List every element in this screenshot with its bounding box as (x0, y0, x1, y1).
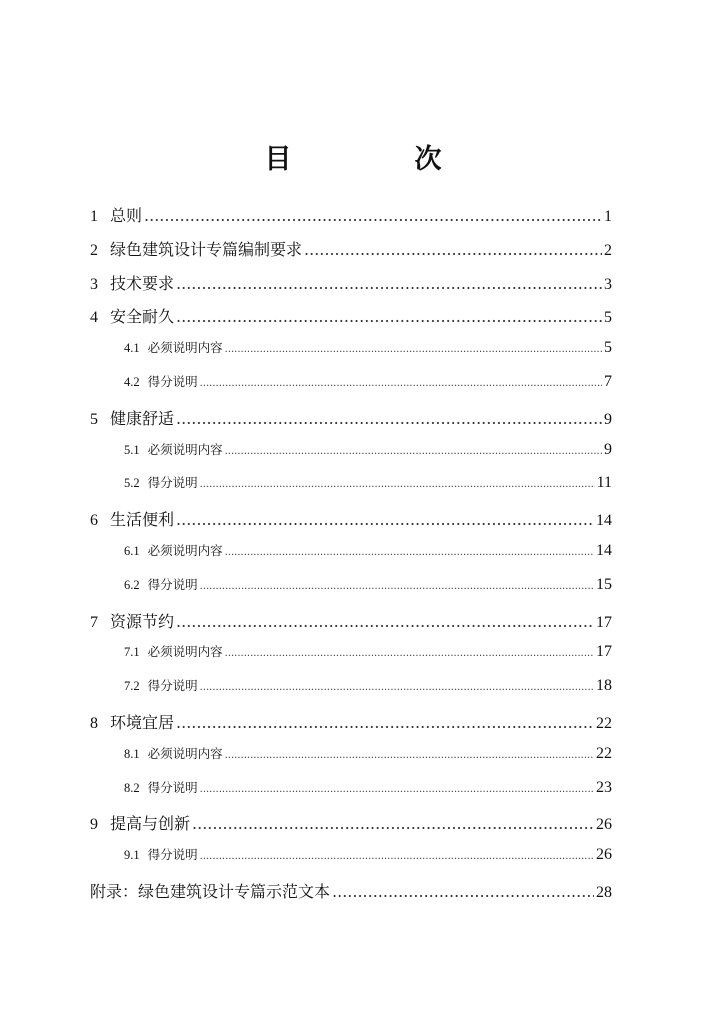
toc-entry-number: 7.1 (124, 645, 140, 660)
toc-entry-title: 必须说明内容 (147, 644, 223, 660)
toc-dot-leader (176, 612, 594, 631)
toc-entry-number: 1 (90, 208, 98, 225)
toc-entry[interactable] (90, 541, 612, 575)
toc-entry-number: 7.2 (124, 679, 140, 694)
toc-entry-number: 6.2 (124, 577, 140, 592)
toc-page-number: 17 (596, 643, 612, 661)
toc-entry-title: 绿色建筑设计专篇编制要求 (110, 239, 303, 259)
toc-entry-title: 附录：绿色建筑设计专篇示范文本 (90, 881, 331, 901)
toc-entry-number: 4.2 (124, 374, 140, 389)
toc-entry-title: 得分说明 (147, 678, 198, 694)
toc-page-number: 7 (604, 372, 612, 390)
toc-dot-leader (225, 746, 594, 761)
toc-entry-number: 8.2 (124, 780, 140, 795)
toc-entry-title: 生活便利 (110, 510, 175, 530)
toc-entry-title: 得分说明 (147, 576, 198, 592)
toc-entry-title: 技术要求 (110, 273, 175, 293)
toc-entry-number: 2 (90, 241, 98, 259)
toc-entry-number: 5.1 (124, 442, 140, 457)
toc-entry-title: 健康舒适 (110, 408, 175, 428)
toc-entry-number: 5.2 (124, 476, 140, 491)
toc-entry-number: 6.1 (124, 543, 140, 558)
toc-dot-leader (176, 274, 602, 293)
toc-dot-leader (176, 713, 594, 732)
toc-entry[interactable] (90, 575, 612, 609)
toc-dot-leader (200, 577, 594, 592)
toc-dot-leader (304, 240, 602, 259)
toc-dot-leader (225, 644, 594, 659)
toc-dot-leader (225, 543, 594, 558)
toc-entry[interactable] (90, 811, 612, 845)
toc-page-number: 1 (604, 208, 612, 225)
toc-entry-number: 4.1 (124, 341, 140, 356)
toc-dot-leader (200, 847, 594, 862)
toc-entry-title: 得分说明 (147, 847, 198, 863)
toc-entry[interactable] (90, 473, 612, 507)
toc-entry-title: 必须说明内容 (147, 542, 223, 558)
toc-entry-number: 3 (90, 275, 98, 293)
toc-entry[interactable] (90, 406, 612, 440)
toc-dot-leader (200, 374, 602, 389)
toc-entry-title: 安全耐久 (110, 307, 175, 327)
toc-page-number: 14 (596, 541, 612, 559)
toc-entry-number: 8.1 (124, 746, 140, 761)
toc-entry[interactable] (90, 845, 612, 879)
toc-dot-leader (200, 780, 594, 795)
toc-entry[interactable] (90, 440, 612, 474)
toc-entry[interactable] (90, 609, 612, 643)
toc-page-number: 9 (604, 410, 612, 428)
toc-page-number: 2 (604, 241, 612, 259)
page-title: 目 次 (264, 144, 490, 175)
toc-entry-title: 得分说明 (147, 475, 198, 491)
toc-dot-leader (200, 475, 595, 490)
toc-entry-number: 5 (90, 410, 98, 428)
toc-entry[interactable] (90, 778, 612, 812)
toc-page-number: 18 (596, 677, 612, 695)
toc-entry-appendix[interactable] (90, 879, 612, 913)
toc-entry[interactable] (90, 203, 612, 237)
toc-entry[interactable] (90, 304, 612, 338)
toc-entry[interactable] (90, 271, 612, 305)
toc-entry-number: 4 (90, 309, 98, 327)
toc-dot-leader (176, 510, 594, 529)
toc-entry-title: 总则 (110, 206, 143, 225)
toc-dot-leader (225, 442, 602, 457)
toc-entry[interactable] (90, 710, 612, 744)
toc-dot-leader (332, 882, 594, 901)
toc-dot-leader (192, 814, 594, 833)
toc-entry-number: 7 (90, 613, 98, 631)
toc-entry-title: 环境宜居 (110, 712, 175, 732)
toc-entry-number: 9 (90, 816, 98, 834)
toc-entry-title: 提高与创新 (110, 814, 191, 834)
toc-entry[interactable] (90, 338, 612, 372)
toc-entry-title: 必须说明内容 (147, 441, 223, 457)
toc-page-number: 11 (596, 474, 612, 492)
toc-dot-leader (200, 678, 594, 693)
table-of-contents (90, 203, 612, 913)
toc-page-number: 26 (596, 816, 612, 834)
toc-page-number: 3 (604, 275, 612, 293)
toc-entry[interactable] (90, 507, 612, 541)
toc-entry-title: 得分说明 (147, 373, 198, 389)
toc-dot-leader (176, 307, 602, 326)
toc-page-number: 5 (604, 309, 612, 327)
toc-entry[interactable] (90, 372, 612, 406)
toc-page-number: 15 (596, 575, 612, 593)
toc-page-number: 26 (596, 846, 612, 864)
toc-page-number: 5 (604, 339, 612, 357)
toc-page-number: 22 (596, 714, 612, 732)
toc-page-number: 14 (596, 512, 612, 530)
toc-entry-number: 9.1 (124, 848, 140, 863)
toc-entry-title: 必须说明内容 (147, 340, 223, 356)
toc-entry-number: 8 (90, 714, 98, 732)
toc-page-number: 28 (596, 883, 612, 901)
toc-dot-leader (144, 206, 602, 225)
toc-entry[interactable] (90, 744, 612, 778)
toc-entry[interactable] (90, 237, 612, 271)
toc-page-number: 23 (596, 778, 612, 796)
toc-entry-title: 资源节约 (110, 611, 175, 631)
toc-dot-leader (225, 340, 602, 355)
toc-entry[interactable] (90, 642, 612, 676)
toc-dot-leader (176, 409, 602, 428)
toc-entry-title: 得分说明 (147, 779, 198, 795)
toc-entry-title: 必须说明内容 (147, 745, 223, 761)
toc-page-number: 22 (596, 744, 612, 762)
toc-entry[interactable] (90, 676, 612, 710)
toc-page-number: 17 (596, 613, 612, 631)
toc-entry-number: 6 (90, 512, 98, 530)
toc-page-number: 9 (604, 440, 612, 458)
